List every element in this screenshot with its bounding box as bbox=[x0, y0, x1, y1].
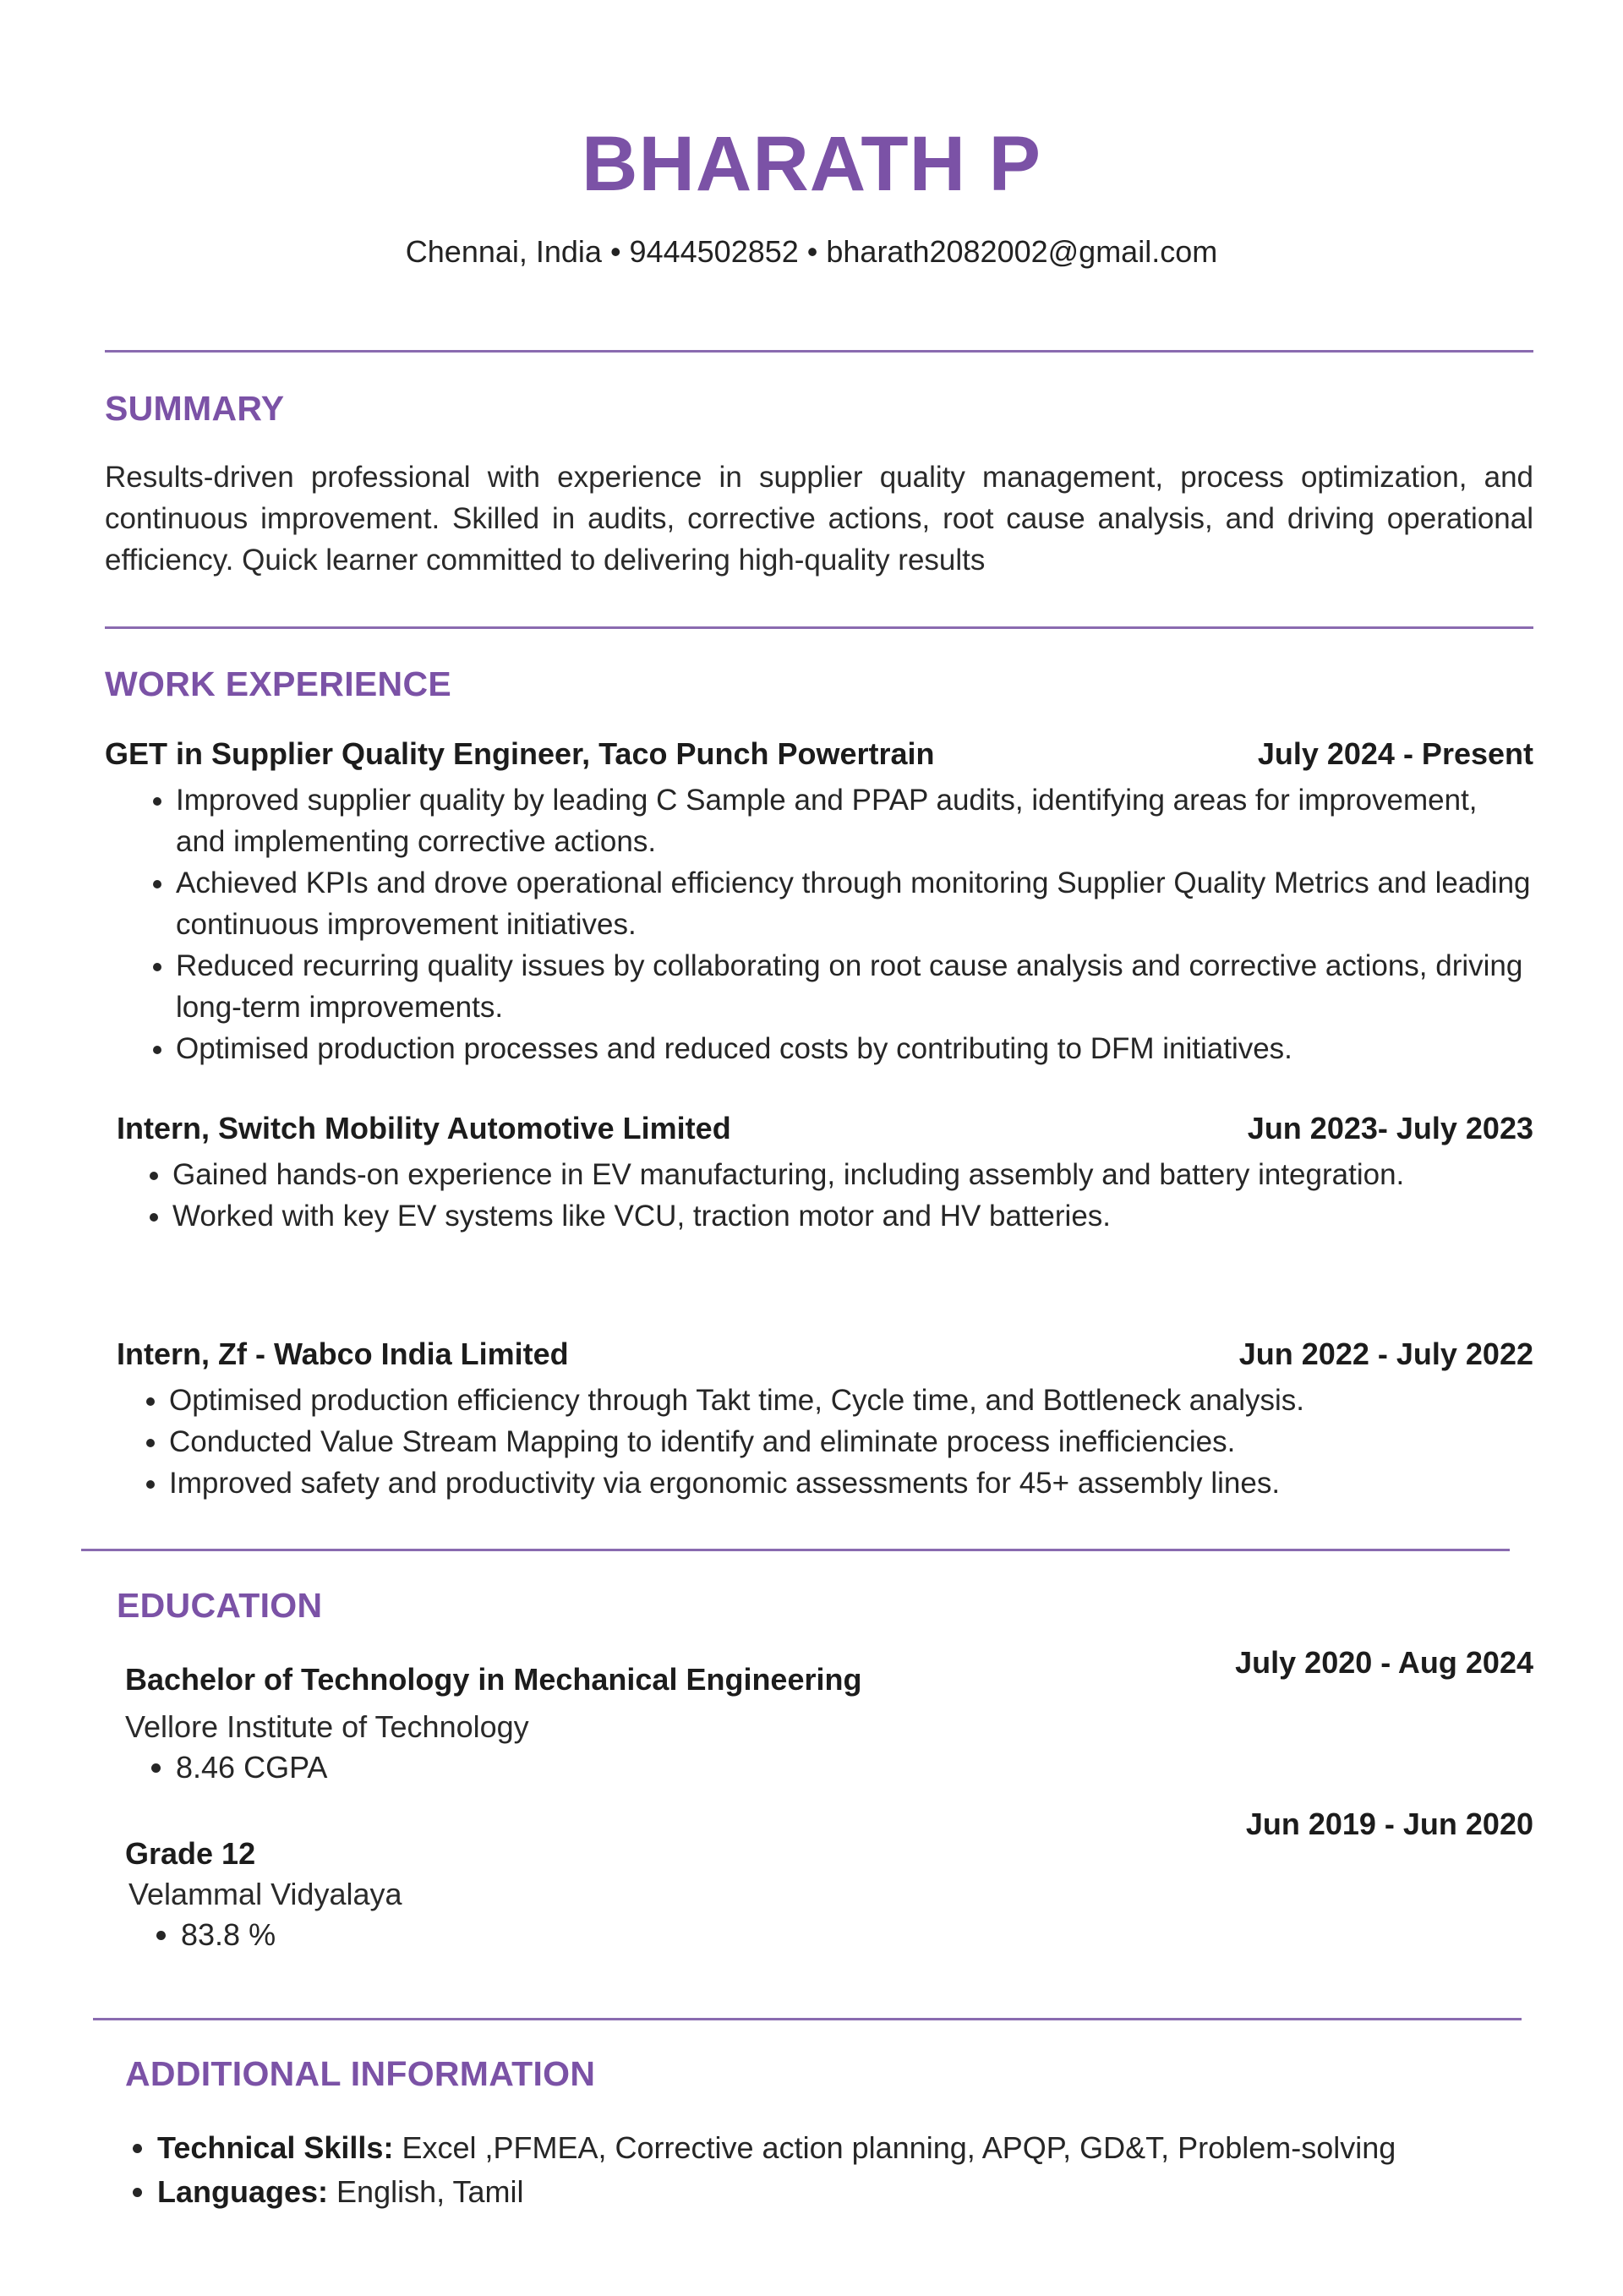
education-entry bbox=[125, 1834, 402, 1955]
education-date: July 2020 - Aug 2024 bbox=[1235, 1645, 1533, 1680]
job-date: July 2024 - Present bbox=[1257, 736, 1533, 771]
job-header bbox=[117, 1108, 1533, 1149]
list-item: • Optimised production processes and reduced costs by contributing to DFM initiatives. bbox=[176, 1028, 1533, 1069]
job-title: Intern, Switch Mobility Automotive Limited bbox=[117, 1111, 731, 1145]
education-entry bbox=[125, 1659, 861, 1788]
job-title: Intern, Zf - Wabco India Limited bbox=[117, 1337, 569, 1371]
job-bullets bbox=[117, 1154, 1533, 1237]
skills-value: Excel ,PFMEA, Corrective action planning, APQP, GD&T, Problem-solving bbox=[393, 2130, 1396, 2165]
degree-title: Bachelor of Technology in Mechanical Engineering bbox=[125, 1662, 862, 1697]
list-item bbox=[157, 2126, 1586, 2170]
job-header bbox=[105, 734, 1533, 774]
job-title: GET in Supplier Quality Engineer, Taco Punch Powertrain bbox=[105, 736, 935, 771]
job-entry bbox=[117, 1108, 1533, 1237]
education-bullets bbox=[125, 1747, 861, 1788]
divider bbox=[93, 2018, 1522, 2020]
list-item: • Conducted Value Stream Mapping to identify and eliminate process inefficiencies. bbox=[169, 1421, 1533, 1462]
job-entry bbox=[105, 734, 1533, 1069]
degree-title: Grade 12 bbox=[125, 1836, 256, 1871]
institution-name: Velammal Vidyalaya bbox=[128, 1877, 402, 1911]
job-date: Jun 2022 - July 2022 bbox=[1238, 1337, 1533, 1371]
list-item: • Worked with key EV systems like VCU, traction motor and HV batteries. bbox=[172, 1195, 1533, 1237]
candidate-name: BHARATH P bbox=[582, 121, 1041, 207]
divider bbox=[105, 350, 1533, 353]
education-date: Jun 2019 - Jun 2020 bbox=[1245, 1807, 1533, 1841]
divider bbox=[105, 626, 1533, 629]
list-item: • Achieved KPIs and drove operational efficiency through monitoring Supplier Quality Metrics and leading continuous improvement initiatives. bbox=[176, 862, 1533, 945]
job-bullets bbox=[105, 779, 1533, 1069]
skills-label: Technical Skills: bbox=[157, 2130, 394, 2165]
summary-text: Results-driven professional with experience in supplier quality management, process optimization, and continuous improvement. Skilled in audits, corrective actions, root cause analysis, and driving operational efficiency. Quick learner committed to delivering high-quality results bbox=[105, 461, 1533, 577]
list-item: • Gained hands-on experience in EV manufacturing, including assembly and battery integration. bbox=[172, 1154, 1533, 1195]
languages-label: Languages: bbox=[157, 2174, 329, 2209]
job-date: Jun 2023- July 2023 bbox=[1247, 1111, 1533, 1145]
list-item: • Optimised production efficiency through Takt time, Cycle time, and Bottleneck analysis. bbox=[169, 1380, 1533, 1421]
additional-info-list bbox=[105, 2126, 1586, 2214]
job-header bbox=[117, 1334, 1533, 1375]
languages-value: English, Tamil bbox=[328, 2174, 524, 2209]
work-experience-heading: WORK EXPERIENCE bbox=[105, 664, 451, 703]
list-item: • Improved safety and productivity via ergonomic assessments for 45+ assembly lines. bbox=[169, 1462, 1533, 1504]
education-bullets bbox=[125, 1915, 402, 1955]
summary-heading: SUMMARY bbox=[105, 389, 285, 428]
institution-name: Vellore Institute of Technology bbox=[125, 1709, 529, 1744]
list-item: • Reduced recurring quality issues by collaborating on root cause analysis and corrective actions, driving long-term improvements. bbox=[176, 945, 1533, 1028]
job-bullets bbox=[117, 1380, 1533, 1504]
list-item bbox=[157, 2170, 1586, 2214]
job-entry bbox=[117, 1334, 1533, 1504]
education-heading: EDUCATION bbox=[117, 1586, 323, 1625]
additional-info-heading: ADDITIONAL INFORMATION bbox=[125, 2054, 596, 2093]
list-item: • 83.8 % bbox=[181, 1915, 402, 1955]
list-item: • 8.46 CGPA bbox=[176, 1747, 861, 1788]
contact-line: Chennai, India • 9444502852 • bharath2082002@gmail.com bbox=[405, 234, 1218, 269]
divider bbox=[81, 1549, 1510, 1551]
list-item: • Improved supplier quality by leading C Sample and PPAP audits, identifying areas for improvement, and implementing corrective actions. bbox=[176, 779, 1533, 862]
